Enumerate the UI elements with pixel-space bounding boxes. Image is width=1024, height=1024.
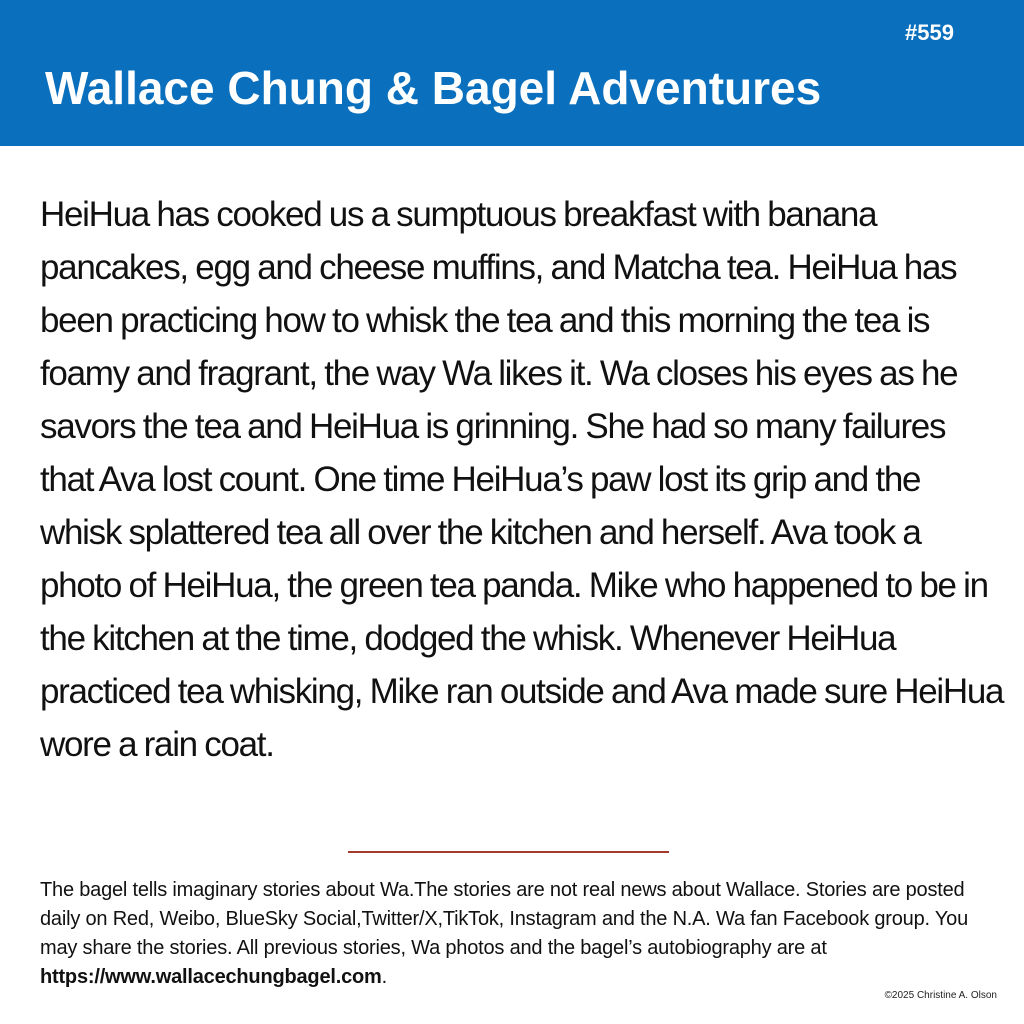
disclaimer-text	[40, 876, 990, 992]
episode-number: #559	[905, 20, 954, 45]
copyright-notice: ©2025 Christine A. Olson	[884, 990, 997, 1001]
header-banner	[0, 0, 1024, 146]
disclaimer-period: .	[381, 966, 387, 988]
page-title: Wallace Chung & Bagel Adventures	[45, 62, 822, 114]
disclaimer-body: The bagel tells imaginary stories about Wa.The stories are not real news about Wallace. Stories are posted daily on Red, Weibo, BlueSky Social,Twitter/X,TikTok, Instagram and the N.A. Wa fan Facebook group. You may share the stories. All previous stories, Wa photos and the bagel’s autobiography are at	[40, 879, 969, 959]
divider-line	[348, 851, 669, 853]
story-text: HeiHua has cooked us a sumptuous breakfast with banana pancakes, egg and cheese muffins, and Matcha tea. HeiHua has been practicing how to whisk the tea and this morning the tea is foamy and fragrant, the way Wa likes it. Wa closes his eyes as he savors the tea and HeiHua is grinning. She had so many failures that Ava lost count. One time HeiHua’s paw lost its grip and the whisk splattered tea all over the kitchen and herself. Ava took a photo of HeiHua, the green tea panda. Mike who happened to be in the kitchen at the time, dodged the whisk. Whenever HeiHua practiced tea whisking, Mike ran outside and Ava made sure HeiHua wore a rain coat.	[40, 195, 1004, 764]
website-link[interactable]: https://www.wallacechungbagel.com	[40, 966, 382, 988]
